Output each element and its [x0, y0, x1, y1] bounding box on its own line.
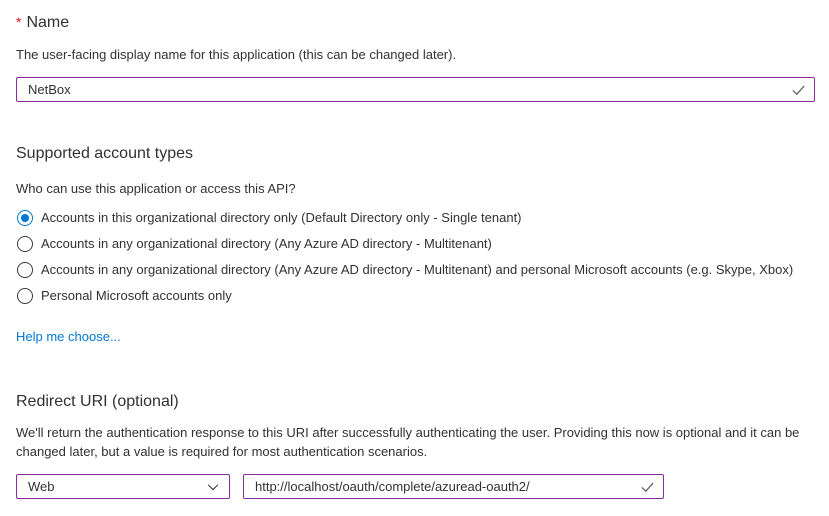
account-type-option[interactable] — [16, 231, 815, 257]
redirect-uri-title: Redirect URI (optional) — [16, 393, 179, 410]
redirect-uri-section — [16, 392, 815, 499]
help-me-choose-link[interactable]: Help me choose... — [16, 329, 121, 344]
radio-icon — [17, 210, 33, 226]
name-description: The user-facing display name for this application (this can be changed later). — [16, 47, 457, 62]
account-type-option-label: Personal Microsoft accounts only — [41, 288, 232, 303]
name-input-wrap — [16, 77, 815, 102]
redirect-uri-description: We'll return the authentication response to this URI after successfully authenticating the user. Providing this now is optional and it can be changed later, but a value is required for most authentication scenarios. — [16, 425, 800, 459]
name-label — [16, 12, 815, 33]
redirect-uri-row — [16, 474, 815, 499]
account-type-option-label: Accounts in this organizational directory only (Default Directory only - Single tenant) — [41, 210, 522, 225]
redirect-uri-input-wrap — [243, 474, 664, 499]
required-asterisk: * — [16, 14, 22, 30]
account-type-option[interactable] — [16, 283, 815, 309]
account-type-option-label: Accounts in any organizational directory (Any Azure AD directory - Multitenant) — [41, 236, 492, 251]
radio-icon — [17, 262, 33, 278]
chevron-down-icon — [206, 480, 220, 494]
redirect-uri-input[interactable] — [243, 474, 664, 499]
account-types-section — [16, 144, 815, 346]
radio-icon — [17, 236, 33, 252]
account-types-title: Supported account types — [16, 145, 194, 162]
platform-select-value: Web — [28, 479, 55, 494]
account-types-question: Who can use this application or access this API? — [16, 181, 296, 196]
account-type-options — [16, 205, 815, 309]
account-type-option-label: Accounts in any organizational directory (Any Azure AD directory - Multitenant) and personal Microsoft accounts (e.g. Skype, Xbox) — [41, 262, 794, 277]
account-type-option[interactable] — [16, 205, 815, 231]
platform-select[interactable] — [16, 474, 230, 499]
name-input[interactable] — [16, 77, 815, 102]
radio-icon — [17, 288, 33, 304]
account-type-option[interactable] — [16, 257, 815, 283]
name-title-text: Name — [26, 14, 70, 31]
